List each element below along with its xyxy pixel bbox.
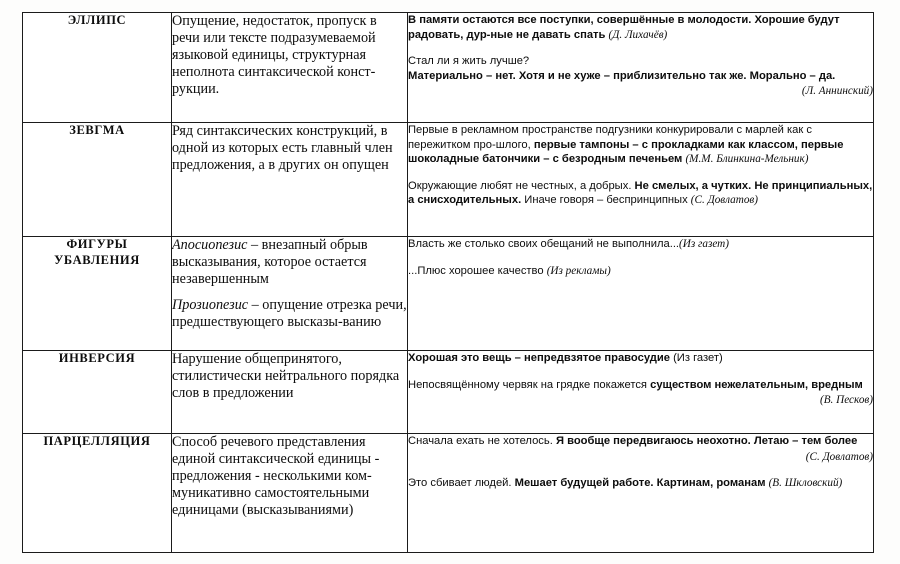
example-paragraph xyxy=(408,237,873,252)
example-source: (Л. Аннинский) xyxy=(801,85,873,98)
term-label: ИНВЕРСИЯ xyxy=(58,351,136,365)
definition-text: Нарушение общепринятого, стилистически нейтрального порядка слов в предложении xyxy=(172,351,400,401)
example-source: (В. Шкловский) xyxy=(768,477,843,490)
term-label-line2: УБАВЛЕНИЯ xyxy=(54,252,140,267)
table-row xyxy=(23,351,874,434)
example-text-plain: Непосвящённому червяк на грядке покажется xyxy=(408,378,651,391)
table-row xyxy=(23,13,874,123)
example-source: (В. Песков) xyxy=(820,394,873,407)
examples-cell xyxy=(408,123,874,237)
definition-paragraph xyxy=(172,434,407,518)
example-paragraph xyxy=(408,54,873,99)
examples-cell xyxy=(408,351,874,434)
definition-term-italic: Прозиопезис xyxy=(172,296,249,313)
figures-table-wrapper xyxy=(22,12,873,552)
term-label: ЭЛЛИПС xyxy=(67,13,127,27)
example-text-plain: Власть же столько своих обещаний не выполнила... xyxy=(408,238,680,250)
definition-cell xyxy=(172,351,408,434)
example-text-bold: Я вообще передвигаюсь неохотно. Летаю – тем более xyxy=(555,435,858,447)
term-label: ПАРЦЕЛЛЯЦИЯ xyxy=(43,434,151,448)
table-body xyxy=(23,13,874,553)
term-cell xyxy=(23,123,172,237)
table-row xyxy=(23,434,874,553)
definition-text: – опущение отрезка речи, предшествующего высказы-ванию xyxy=(172,296,407,330)
definition-paragraph xyxy=(172,297,407,331)
definition-text: Опущение, недостаток, пропуск в речи или тексте подразумеваемой языковой единицы, структурная неполнота синтаксической конст-рукции. xyxy=(172,13,377,97)
example-text-bold: Материально – нет. Хотя и не хуже – приблизительно так же. Морально – да. xyxy=(408,69,836,82)
example-text-tail: Иначе говоря – беспринципных xyxy=(521,194,691,207)
example-source: (М.М. Блинкина-Мельник) xyxy=(685,153,809,166)
example-text-plain: Сначала ехать не хотелось. xyxy=(408,435,556,447)
example-text-bold: Хорошая это вещь – непредвзятое правосудие xyxy=(408,352,674,364)
example-text-bold: Мешает будущей работе. Картинам, романам xyxy=(514,477,769,490)
table-row xyxy=(23,237,874,351)
example-source: (С. Довлатов) xyxy=(805,450,873,463)
definition-paragraph xyxy=(172,351,407,402)
definition-cell xyxy=(172,237,408,351)
example-source: (Из газет) xyxy=(673,352,723,364)
term-label-line1: ФИГУРЫ xyxy=(66,237,128,251)
definition-text: Ряд синтаксических конструкций, в одной из которых есть главный член предложения, а в других он опущен xyxy=(172,123,393,173)
example-paragraph xyxy=(408,378,873,408)
example-text-bold: В памяти остаются все поступки, совершённые в молодости. Хорошие будут радовать, дур-ные не давать спать xyxy=(408,14,840,41)
example-paragraph xyxy=(408,13,873,42)
example-source: (Д. Лихачёв) xyxy=(608,28,668,41)
example-text-bold: Не смелых, а чутких. Не принципиальных, а снисходительных. xyxy=(408,179,873,207)
definition-paragraph xyxy=(172,237,407,288)
definition-paragraph xyxy=(172,123,407,174)
example-paragraph xyxy=(408,123,873,167)
example-text-plain: Окружающие любят не честных, а добрых. xyxy=(408,179,635,192)
example-text-bold: существом нежелательным, вредным xyxy=(650,378,863,391)
example-paragraph xyxy=(408,476,873,491)
term-cell xyxy=(23,237,172,351)
example-lead-line: Стал ли я жить лучше? xyxy=(408,55,530,68)
example-text-plain: Это сбивает людей. xyxy=(408,477,515,490)
term-label: ЗЕВГМА xyxy=(69,123,125,137)
definition-text: – внезапный обрыв высказывания, которое остается незавершенным xyxy=(172,237,368,287)
example-source: (С. Довлатов) xyxy=(690,194,759,207)
example-paragraph xyxy=(408,434,873,464)
term-cell xyxy=(23,434,172,553)
examples-cell xyxy=(408,434,874,553)
table-row xyxy=(23,123,874,237)
example-text-plain: Первые в рекламном пространстве подгузники конкурировали с марлей как с пережитком про-шлого, xyxy=(408,124,812,151)
example-source: (Из газет) xyxy=(679,238,729,250)
definition-cell xyxy=(172,13,408,123)
term-cell xyxy=(23,13,172,123)
term-cell xyxy=(23,351,172,434)
examples-cell xyxy=(408,13,874,123)
definition-cell xyxy=(172,434,408,553)
example-paragraph xyxy=(408,179,873,208)
example-text-plain: ...Плюс хорошее качество xyxy=(408,264,547,277)
examples-cell xyxy=(408,237,874,351)
example-paragraph xyxy=(408,351,873,366)
example-source: (Из рекламы) xyxy=(546,264,611,277)
example-text-bold: первые тампоны – с прокладками как классом, первые шоколадные батончики – с безродным печеньем xyxy=(408,138,844,166)
figures-of-subtraction-table xyxy=(22,12,874,553)
definition-paragraph xyxy=(172,13,407,97)
definition-term-italic: Апосиопезис xyxy=(172,237,248,253)
definition-text: Способ речевого представления единой синтаксической единицы - предложения - несколькими ком-муникативно самостоятельными единицами (высказываниями) xyxy=(172,434,380,518)
example-paragraph xyxy=(408,264,873,279)
definition-cell xyxy=(172,123,408,237)
